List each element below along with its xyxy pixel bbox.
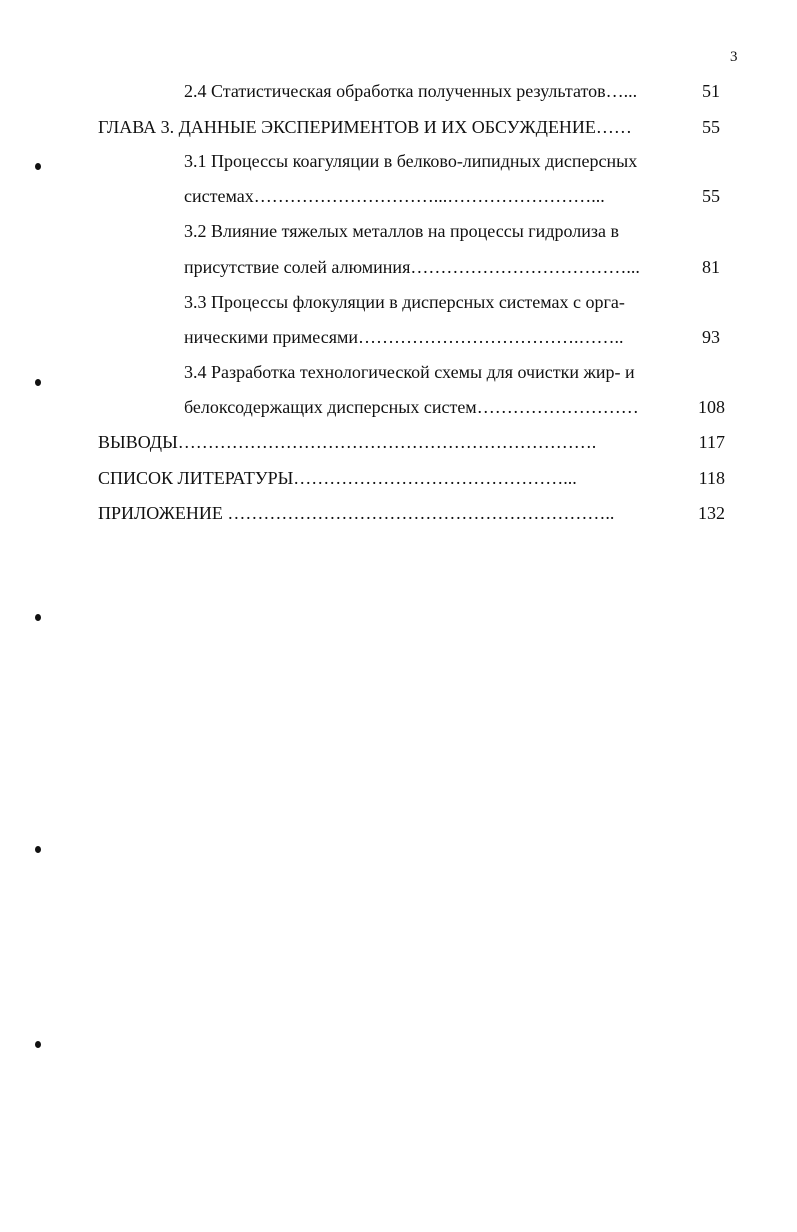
binding-hole-mark <box>35 614 41 621</box>
toc-page-references: 118 <box>698 468 725 488</box>
toc-entry-3-3-line1: 3.3 Процессы флокуляции в дисперсных системах с орга- <box>184 292 625 312</box>
toc-page-chapter-3: 55 <box>702 117 720 137</box>
toc-page-3-3: 93 <box>702 327 720 347</box>
binding-hole-mark <box>35 163 41 170</box>
toc-entry-3-1-line2: системах…………………………...……………………... <box>184 186 605 206</box>
toc-references: СПИСОК ЛИТЕРАТУРЫ………………………………………... <box>98 468 577 488</box>
toc-entry-3-4-line2: белоксодержащих дисперсных систем……………………… <box>184 397 639 417</box>
toc-chapter-3: ГЛАВА 3. ДАННЫЕ ЭКСПЕРИМЕНТОВ И ИХ ОБСУЖДЕНИЕ…… <box>98 117 632 137</box>
binding-hole-mark <box>35 379 41 386</box>
toc-entry-3-2-line1: 3.2 Влияние тяжелых металлов на процессы гидролиза в <box>184 221 619 241</box>
binding-hole-mark <box>35 846 41 853</box>
toc-entry-3-2-line2: присутствие солей алюминия………………………………... <box>184 257 640 277</box>
toc-entry-3-1-line1: 3.1 Процессы коагуляции в белково-липидных дисперсных <box>184 151 638 171</box>
toc-appendix: ПРИЛОЖЕНИЕ ……………………………………………………….. <box>98 503 615 523</box>
binding-hole-mark <box>35 1041 41 1048</box>
toc-entry-3-4-line1: 3.4 Разработка технологической схемы для очистки жир- и <box>184 362 635 382</box>
toc-entry-3-3-line2: ническими примесями……………………………….…….. <box>184 327 624 347</box>
toc-page-3-1: 55 <box>702 186 720 206</box>
toc-page-conclusions: 117 <box>698 432 725 452</box>
toc-entry-2-4: 2.4 Статистическая обработка полученных результатов…... <box>184 81 638 101</box>
toc-page-3-2: 81 <box>702 257 720 277</box>
toc-page-3-4: 108 <box>698 397 725 417</box>
toc-page-2-4: 51 <box>702 81 720 101</box>
toc-conclusions: ВЫВОДЫ……………………………………………………………. <box>98 432 597 452</box>
page-number: 3 <box>730 49 738 65</box>
toc-page-appendix: 132 <box>698 503 725 523</box>
